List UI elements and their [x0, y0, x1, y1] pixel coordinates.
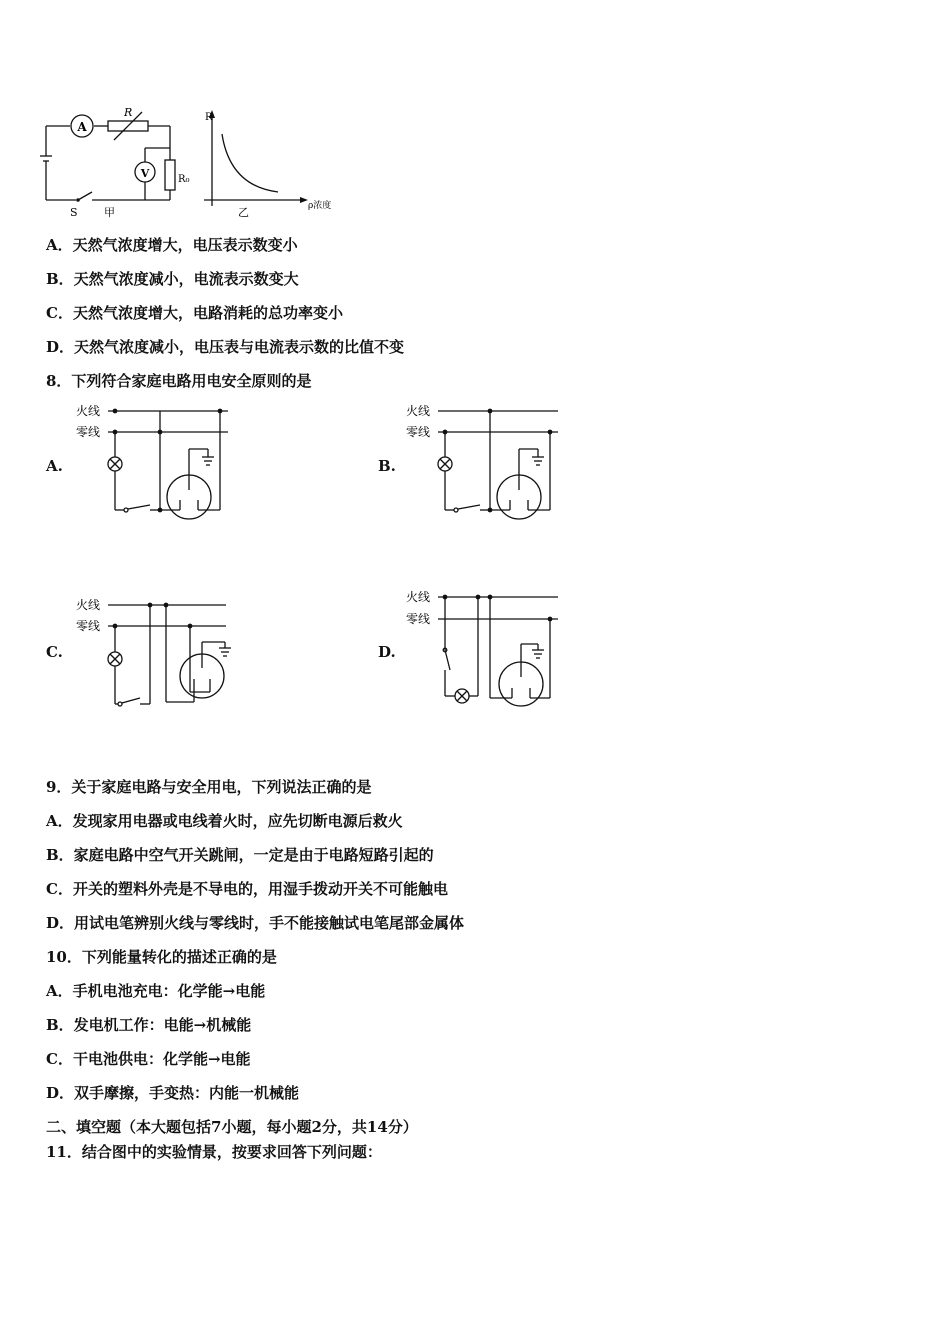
section-heading-fill-in: 二、填空题（本大题包括7小题，每小题2分，共14分） — [46, 1118, 418, 1136]
q9-option-b: B．家庭电路中空气开关跳闸，一定是由于电路短路引起的 — [46, 846, 434, 864]
q10-option-c: C．干电池供电：化学能→电能 — [46, 1050, 251, 1068]
q8-option-a-letter: A. — [46, 457, 63, 475]
q9-stem: 9．关于家庭电路与安全用电，下列说法正确的是 — [46, 778, 372, 796]
q10-option-a: A．手机电池充电：化学能→电能 — [46, 982, 266, 1000]
live-wire-label: 火线 — [406, 404, 431, 418]
q7-circuit — [40, 106, 190, 219]
q8-stem: 8．下列符合家庭电路用电安全原则的是 — [46, 372, 312, 390]
rheostat-label: R — [124, 106, 133, 119]
circuit-caption: 甲 — [104, 206, 115, 219]
switch-symbol — [458, 505, 480, 509]
q8-circuit-a — [74, 402, 234, 526]
q8-option-c-letter: C. — [46, 643, 63, 661]
graph-caption: 乙 — [238, 206, 249, 219]
q8-option-d-letter: D. — [378, 643, 396, 661]
q7-option-c: C．天然气浓度增大，电路消耗的总功率变小 — [46, 304, 343, 322]
q9-option-c: C．开关的塑料外壳是不导电的，用湿手拨动开关不可能触电 — [46, 880, 448, 898]
q9-option-a: A．发现家用电器或电线着火时，应先切断电源后救火 — [46, 812, 403, 830]
neutral-wire-label: 零线 — [76, 619, 101, 633]
r0-resistor-symbol — [165, 160, 175, 190]
live-wire-label: 火线 — [406, 590, 431, 604]
q7-option-b: B．天然气浓度减小，电流表示数变大 — [46, 270, 299, 288]
q9-option-d: D．用试电笔辨别火线与零线时，手不能接触试电笔尾部金属体 — [46, 914, 465, 932]
q10-option-b: B．发电机工作：电能→机械能 — [46, 1016, 252, 1034]
switch-symbol — [78, 192, 92, 200]
switch-label: S — [70, 206, 78, 219]
q8-circuit-d — [404, 588, 564, 716]
q7-graph — [204, 110, 331, 219]
live-wire-label: 火线 — [76, 404, 101, 418]
switch-symbol — [445, 650, 450, 670]
live-wire-label: 火线 — [76, 598, 101, 612]
graph-y-label: R — [205, 112, 213, 123]
q7-option-d: D．天然气浓度减小，电压表与电流表示数的比值不变 — [46, 338, 405, 356]
q8-option-b-letter: B. — [378, 457, 396, 475]
ammeter-label: A — [77, 120, 87, 134]
q8-circuit-c — [74, 596, 234, 720]
neutral-wire-label: 零线 — [406, 612, 431, 626]
r-vs-concentration-curve — [222, 134, 278, 192]
voltmeter-label: V — [140, 167, 150, 180]
q8-circuit-b — [404, 402, 564, 526]
q7-figure — [40, 100, 350, 220]
neutral-wire-label: 零线 — [406, 425, 431, 439]
q11-stem: 11．结合图中的实验情景，按要求回答下列问题： — [46, 1143, 382, 1161]
switch-symbol — [128, 505, 150, 509]
graph-x-label: ρ浓度 — [308, 201, 332, 211]
neutral-wire-label: 零线 — [76, 425, 101, 439]
q7-option-a: A．天然气浓度增大，电压表示数变小 — [46, 236, 298, 254]
q10-option-d: D．双手摩擦，手变热：内能一机械能 — [46, 1084, 300, 1102]
r0-label: R₀ — [178, 174, 190, 185]
switch-symbol — [122, 698, 140, 703]
q10-stem: 10．下列能量转化的描述正确的是 — [46, 948, 277, 966]
q7-figure-svg — [40, 100, 350, 220]
